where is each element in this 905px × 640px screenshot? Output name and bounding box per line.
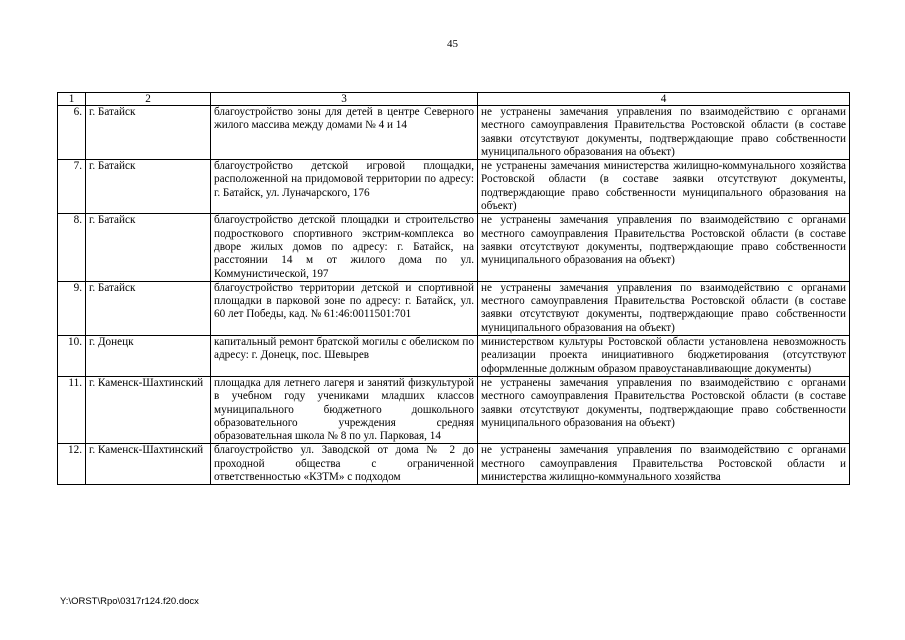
- file-path-footer: Y:\ORST\Rpo\0317r124.f20.docx: [60, 596, 199, 607]
- row-number: 10.: [58, 336, 86, 377]
- rejection-reason: не устранены замечания управления по взаимодействию с органами местного самоуправления Правительства Ростовской области (в составе заявки отсутствуют документы, подтверждающие право собственности муниципального образования на объект): [478, 214, 850, 281]
- municipality: г. Батайск: [86, 160, 211, 214]
- row-number: 11.: [58, 376, 86, 443]
- rejection-reason: не устранены замечания министерства жилищно-коммунального хозяйства Ростовской области (в составе заявки отсутствуют документы, подтверждающие право собственности муниципального образования на объект): [478, 160, 850, 214]
- table-row: [58, 281, 850, 335]
- table-row: [58, 214, 850, 281]
- row-number: 9.: [58, 281, 86, 335]
- header-row: [58, 93, 850, 106]
- project-description: благоустройство детской игровой площадки, расположенной на придомовой территории по адресу: г. Батайск, ул. Луначарского, 176: [211, 160, 478, 214]
- column-header: 2: [86, 93, 211, 106]
- municipality: г. Батайск: [86, 106, 211, 160]
- project-description: благоустройство детской площадки и строительство подросткового спортивного экстрим-комплекса во дворе жилых домов по адресу: г. Батайск, на расстоянии 14 м от жилого дома по ул. Коммунистической, 197: [211, 214, 478, 281]
- rejection-reason: не устранены замечания управления по взаимодействию с органами местного самоуправления Правительства Ростовской области (в составе заявки отсутствуют документы, подтверждающие право собственности муниципального образования на объект): [478, 106, 850, 160]
- table-row: [58, 336, 850, 377]
- municipality: г. Батайск: [86, 214, 211, 281]
- column-header: 1: [58, 93, 86, 106]
- rejection-reason: министерством культуры Ростовской области установлена невозможность реализации проекта инициативного бюджетирования (отсутствуют оформленные должным образом правоустанавливающие документы): [478, 336, 850, 377]
- table-row: [58, 444, 850, 485]
- row-number: 6.: [58, 106, 86, 160]
- project-description: благоустройство ул. Заводской от дома № 2 до проходной общества с ограниченной ответственностью «КЗТМ» с подходом: [211, 444, 478, 485]
- project-description: площадка для летнего лагеря и занятий физкультурой в учебном году учениками младших классов муниципального бюджетного дошкольного образовательного учреждения средняя образовательная школа № 8 по ул. Парковая, 14: [211, 376, 478, 443]
- municipality: г. Каменск-Шахтинский: [86, 376, 211, 443]
- rejection-reason: не устранены замечания управления по взаимодействию с органами местного самоуправления Правительства Ростовской области (в составе заявки отсутствуют документы, подтверждающие право собственности муниципального образования на объект): [478, 376, 850, 443]
- municipality: г. Батайск: [86, 281, 211, 335]
- project-description: благоустройство территории детской и спортивной площадки в парковой зоне по адресу: г. Батайск, ул. 60 лет Победы, кад. № 61:46:0011501:701: [211, 281, 478, 335]
- page-number: 45: [447, 38, 458, 50]
- row-number: 12.: [58, 444, 86, 485]
- project-description: капитальный ремонт братской могилы с обелиском по адресу: г. Донецк, пос. Шевырев: [211, 336, 478, 377]
- table-row: [58, 160, 850, 214]
- column-header: 4: [478, 93, 850, 106]
- row-number: 8.: [58, 214, 86, 281]
- municipality: г. Донецк: [86, 336, 211, 377]
- table-row: [58, 376, 850, 443]
- projects-table: [57, 92, 850, 485]
- column-header: 3: [211, 93, 478, 106]
- municipality: г. Каменск-Шахтинский: [86, 444, 211, 485]
- rejection-reason: не устранены замечания управления по взаимодействию с органами местного самоуправления Правительства Ростовской области и министерства жилищно-коммунального хозяйства: [478, 444, 850, 485]
- table-row: [58, 106, 850, 160]
- row-number: 7.: [58, 160, 86, 214]
- project-description: благоустройство зоны для детей в центре Северного жилого массива между домами № 4 и 14: [211, 106, 478, 160]
- rejection-reason: не устранены замечания управления по взаимодействию с органами местного самоуправления Правительства Ростовской области (в составе заявки отсутствуют документы, подтверждающие право собственности муниципального образования на объект): [478, 281, 850, 335]
